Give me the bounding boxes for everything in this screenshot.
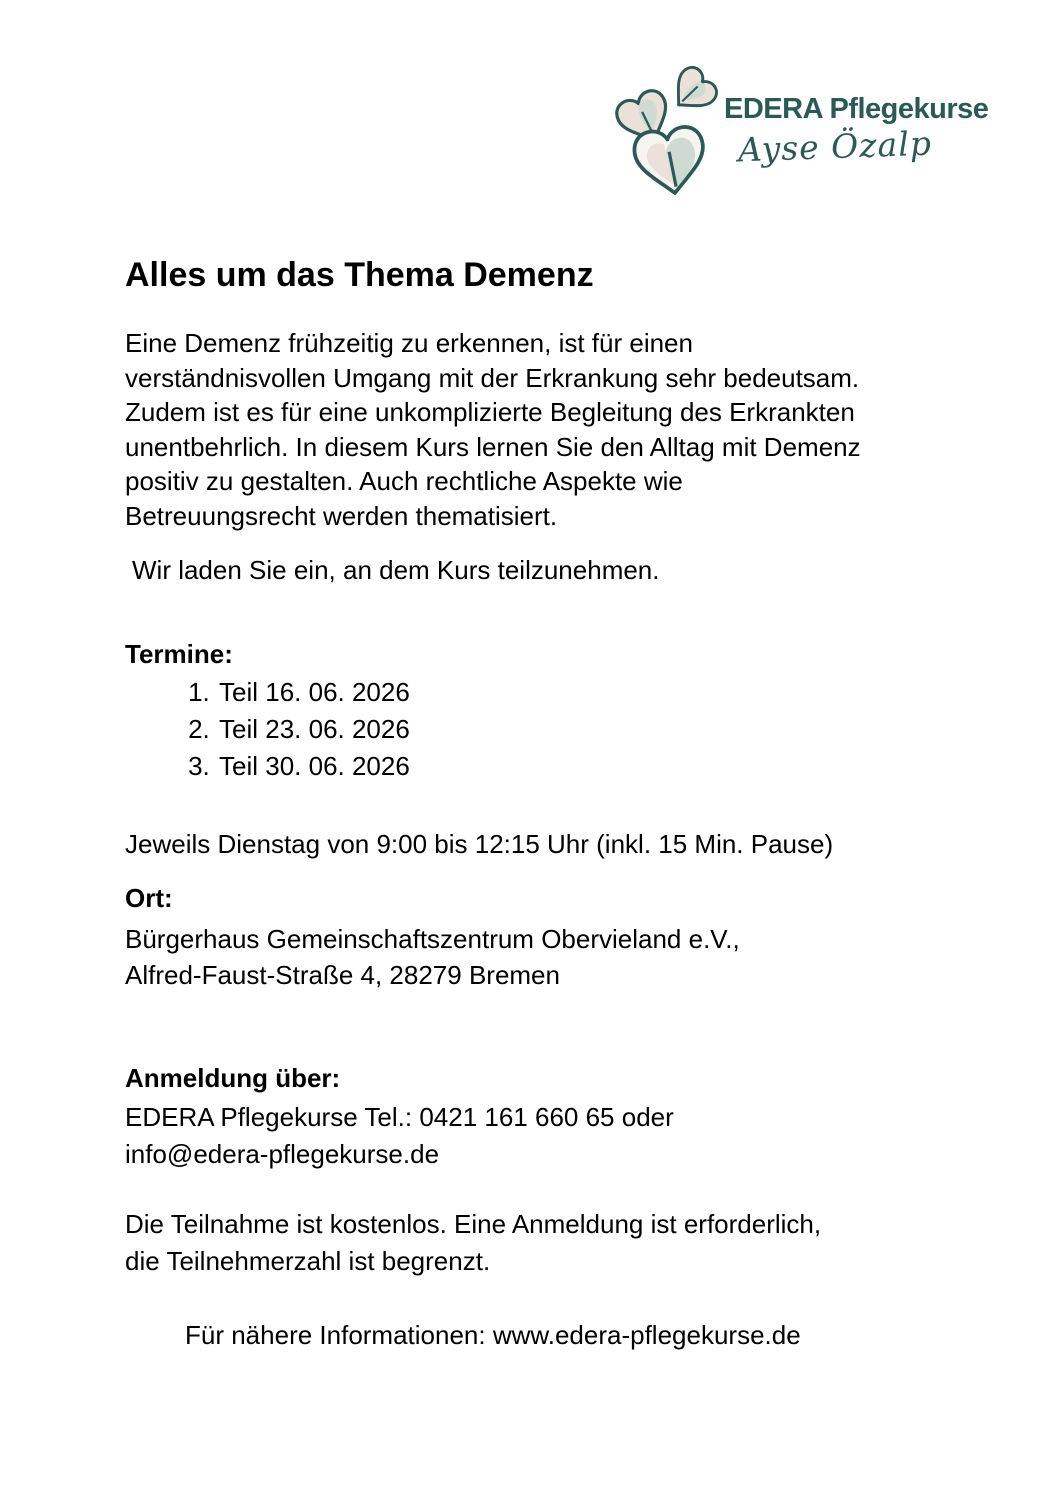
anmeldung-heading: Anmeldung über:	[125, 1062, 341, 1093]
anmeldung-contact	[125, 1099, 945, 1173]
text-line: Zudem ist es für eine unkomplizierte Begleitung des Erkrankten	[125, 397, 855, 428]
text-line: Alfred-Faust-Straße 4, 28279 Bremen	[125, 959, 560, 990]
text-line: positiv zu gestalten. Auch rechtliche Aspekte wie	[125, 466, 683, 497]
termine-heading: Termine:	[125, 639, 233, 670]
document-content	[125, 0, 945, 1352]
participation-note	[125, 1206, 945, 1280]
footer-info-line: Für nähere Informationen: www.edera-pflegekurse.de	[185, 1319, 801, 1350]
termine-item: 1. Teil 16. 06. 2026	[217, 674, 945, 711]
text-line: die Teilnehmerzahl ist begrenzt.	[125, 1245, 491, 1276]
termine-item: 2. Teil 23. 06. 2026	[217, 711, 945, 748]
text-line: Die Teilnahme ist kostenlos. Eine Anmeldung ist erforderlich,	[125, 1208, 822, 1239]
text-line: info@edera-pflegekurse.de	[125, 1138, 440, 1169]
text-line: Betreuungsrecht werden thematisiert.	[125, 500, 558, 531]
invitation-line: Wir laden Sie ein, an dem Kurs teilzunehmen.	[132, 554, 660, 585]
text-line: Bürgerhaus Gemeinschaftszentrum Obervieland e.V.,	[125, 923, 740, 954]
schedule-line: Jeweils Dienstag von 9:00 bis 12:15 Uhr (inkl. 15 Min. Pause)	[125, 828, 834, 859]
termine-list	[125, 674, 945, 785]
text-line: Eine Demenz frühzeitig zu erkennen, ist für einen	[125, 328, 693, 358]
page-title: Alles um das Thema Demenz	[125, 256, 594, 294]
text-line: EDERA Pflegekurse Tel.: 0421 161 660 65 oder	[125, 1101, 674, 1132]
text-line: verständnisvollen Umgang mit der Erkrankung sehr bedeutsam.	[125, 362, 860, 393]
logo-brand: EDERA Pflegekurse	[724, 93, 989, 125]
termine-item: 3. Teil 30. 06. 2026	[217, 748, 945, 785]
ort-heading: Ort:	[125, 883, 173, 914]
ort-address	[125, 921, 945, 993]
intro-paragraph	[125, 326, 945, 534]
logo-signature: Ayse Özalp	[737, 123, 933, 170]
text-line: unentbehrlich. In diesem Kurs lernen Sie den Alltag mit Demenz	[125, 431, 861, 462]
